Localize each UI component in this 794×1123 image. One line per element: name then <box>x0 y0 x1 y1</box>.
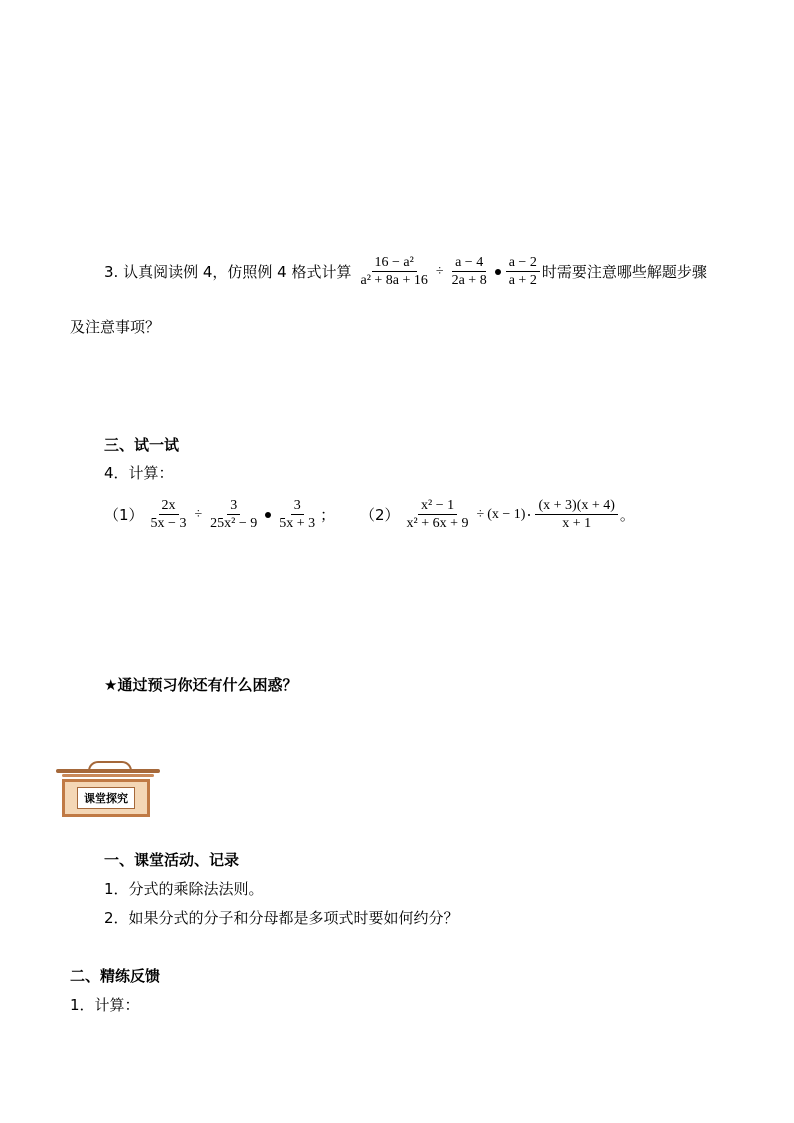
question-3-line <box>104 254 707 289</box>
feedback-item-1: 1．计算： <box>70 996 140 1014</box>
question-4-label: 4．计算： <box>104 464 174 482</box>
class-section-item-1: 1．分式的乘除法法则。 <box>104 880 264 898</box>
part-1-fraction-2-denominator: 25x² − 9 <box>210 516 258 531</box>
part-2-fraction-2-numerator: (x + 3)(x + 4) <box>535 497 617 515</box>
fraction-3 <box>506 254 540 289</box>
multiply-dot <box>528 514 530 516</box>
part-2-fraction-1-denominator: x² + 6x + 9 <box>406 516 469 531</box>
part-1-label: （1） <box>104 506 144 524</box>
badge-rod-shadow <box>62 774 154 777</box>
question-3-suffix: 时需要注意哪些解题步骤 <box>541 263 707 281</box>
part-1-end: ； <box>320 506 336 524</box>
part-1-fraction-2-numerator: 3 <box>227 497 240 515</box>
multiply-dot <box>265 512 271 518</box>
part-1-fraction-3 <box>276 497 318 532</box>
part-2-fraction-1 <box>404 497 472 532</box>
fraction-1 <box>357 254 430 289</box>
part-1-fraction-1 <box>148 497 190 532</box>
part-2-label: （2） <box>360 506 400 524</box>
part-2-middle-term: (x − 1) <box>487 506 526 522</box>
fraction-2-numerator: a − 4 <box>452 254 486 272</box>
part-2-fraction-1-numerator: x² − 1 <box>418 497 457 515</box>
divide-sign: ÷ <box>194 506 203 522</box>
fraction-3-denominator: a + 2 <box>508 273 537 288</box>
part-2-fraction-2 <box>535 497 617 532</box>
feedback-title: 二、精练反馈 <box>70 967 161 985</box>
fraction-1-denominator: a² + 8a + 16 <box>360 273 428 288</box>
divide-sign: ÷ <box>435 263 444 279</box>
divide-sign: ÷ <box>476 506 485 522</box>
question-3-prefix: 3. 认真阅读例 4，仿照例 4 格式计算 <box>104 263 352 281</box>
part-1-fraction-2 <box>207 497 260 532</box>
part-1-fraction-3-numerator: 3 <box>291 497 304 515</box>
fraction-2 <box>449 254 490 289</box>
fraction-1-numerator: 16 − a² <box>372 254 417 272</box>
class-section-title: 一、课堂活动、记录 <box>104 851 240 869</box>
class-section-item-2: 2．如果分式的分子和分母都是多项式时要如何约分？ <box>104 909 459 927</box>
multiply-dot <box>495 269 501 275</box>
question-3-line-2: 及注意事项？ <box>70 318 161 336</box>
question-4-part-2 <box>360 497 635 532</box>
puzzle-question: ★通过预习你还有什么困惑？ <box>104 676 298 694</box>
badge-label: 课堂探究 <box>77 787 135 809</box>
fraction-3-numerator: a − 2 <box>506 254 540 272</box>
class-explore-badge <box>56 759 160 819</box>
part-2-end: 。 <box>619 506 635 524</box>
fraction-2-denominator: 2a + 8 <box>451 273 487 288</box>
part-1-fraction-3-denominator: 5x + 3 <box>279 516 316 531</box>
part-1-fraction-1-denominator: 5x − 3 <box>150 516 187 531</box>
part-2-fraction-2-denominator: x + 1 <box>562 516 592 531</box>
question-4-part-1 <box>104 497 335 532</box>
section-3-title: 三、试一试 <box>104 436 180 454</box>
badge-board <box>62 779 150 817</box>
part-1-fraction-1-numerator: 2x <box>159 497 179 515</box>
badge-rod <box>56 769 160 773</box>
